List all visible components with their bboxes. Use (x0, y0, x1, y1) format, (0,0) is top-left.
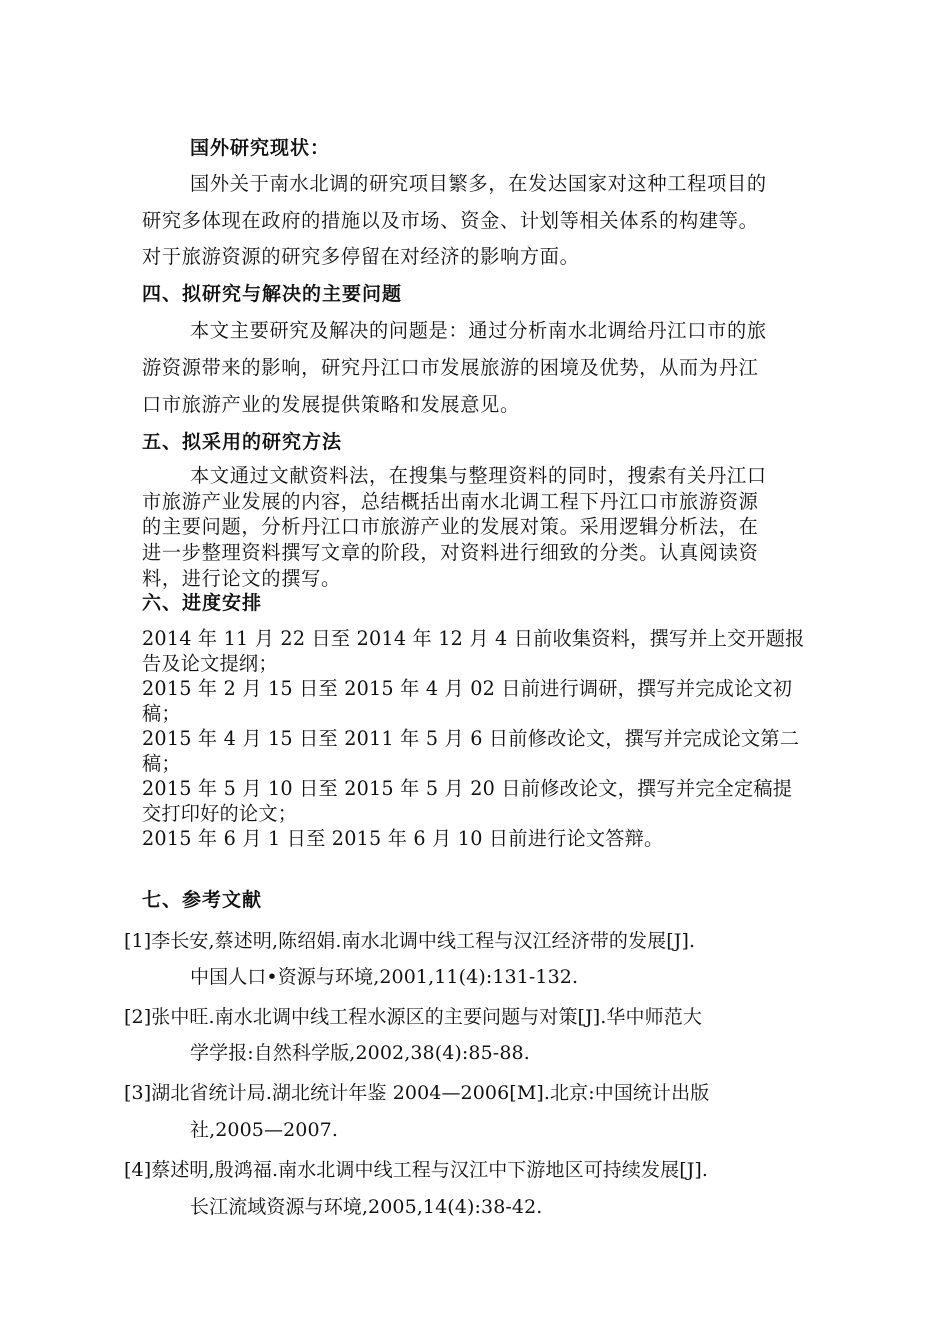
paragraph-line: 的主要问题，分析丹江口市旅游产业的发展对策。采用逻辑分析法，在 (142, 515, 759, 538)
schedule-line: 2015 年 2 月 15 日至 2015 年 4 月 02 日前进行调研，撰写并完成论文初 (142, 677, 793, 700)
reference-item-3: [3]湖北省统计局.湖北统计年鉴 2004—2006[M].北京:中国统计出版 (124, 1082, 710, 1104)
schedule-line: 稿； (142, 752, 181, 775)
paragraph-line: 对于旅游资源的研究多停留在对经济的影响方面。 (142, 245, 580, 268)
schedule-line: 交打印好的论文； (142, 802, 298, 825)
reference-item-2: [2]张中旺.南水北调中线工程水源区的主要问题与对策[J].华中师范大 (124, 1006, 702, 1028)
schedule-line: 2014 年 11 月 22 日至 2014 年 12 月 4 日前收集资料，撰写并上交开题报 (142, 627, 805, 650)
paragraph-line: 国外关于南水北调的研究项目繁多，在发达国家对这种工程项目的 (190, 172, 767, 195)
section-4-heading: 四、拟研究与解决的主要问题 (142, 283, 403, 305)
schedule-line: 告及论文提纲； (142, 652, 278, 675)
reference-item-1-cont: 中国人口•资源与环境,2001,11(4):131-132. (190, 966, 579, 988)
section-5-heading: 五、拟采用的研究方法 (142, 431, 343, 453)
paragraph-line: 研究多体现在政府的措施以及市场、资金、计划等相关体系的构建等。 (142, 209, 759, 232)
paragraph-line: 料，进行论文的撰写。 (142, 567, 341, 590)
section-6-heading: 六、进度安排 (142, 592, 263, 614)
reference-item-2-cont: 学学报:自然科学版,2002,38(4):85-88. (190, 1042, 530, 1064)
paragraph-line: 市旅游产业发展的内容，总结概括出南水北调工程下丹江口市旅游资源 (142, 490, 759, 513)
section-7-heading: 七、参考文献 (142, 889, 263, 911)
schedule-line: 2015 年 5 月 10 日至 2015 年 5 月 20 日前修改论文，撰写并完全定稿提 (142, 777, 793, 800)
reference-item-1: [1]李长安,蔡述明,陈绍娟.南水北调中线工程与汉江经济带的发展[J]. (124, 930, 696, 952)
paragraph-line: 本文通过文献资料法，在搜集与整理资料的同时，搜索有关丹江口 (190, 464, 767, 487)
paragraph-line: 进一步整理资料撰写文章的阶段，对资料进行细致的分类。认真阅读资 (142, 541, 759, 564)
reference-item-3-cont: 社,2005—2007. (190, 1119, 338, 1141)
schedule-line: 稿； (142, 702, 181, 725)
schedule-line: 2015 年 6 月 1 日至 2015 年 6 月 10 日前进行论文答辩。 (142, 827, 664, 850)
reference-item-4-cont: 长江流域资源与环境,2005,14(4):38-42. (190, 1196, 543, 1218)
foreign-status-heading: 国外研究现状： (190, 137, 331, 159)
paragraph-line: 游资源带来的影响，研究丹江口市发展旅游的困境及优势，从而为丹江 (142, 356, 759, 379)
paragraph-line: 口市旅游产业的发展提供策略和发展意见。 (142, 393, 520, 416)
paragraph-line: 本文主要研究及解决的问题是：通过分析南水北调给丹江口市的旅 (190, 319, 767, 342)
reference-item-4: [4]蔡述明,殷鸿福.南水北调中线工程与汉江中下游地区可持续发展[J]. (124, 1159, 709, 1181)
schedule-line: 2015 年 4 月 15 日至 2011 年 5 月 6 日前修改论文，撰写并完成论文第二 (142, 727, 800, 750)
